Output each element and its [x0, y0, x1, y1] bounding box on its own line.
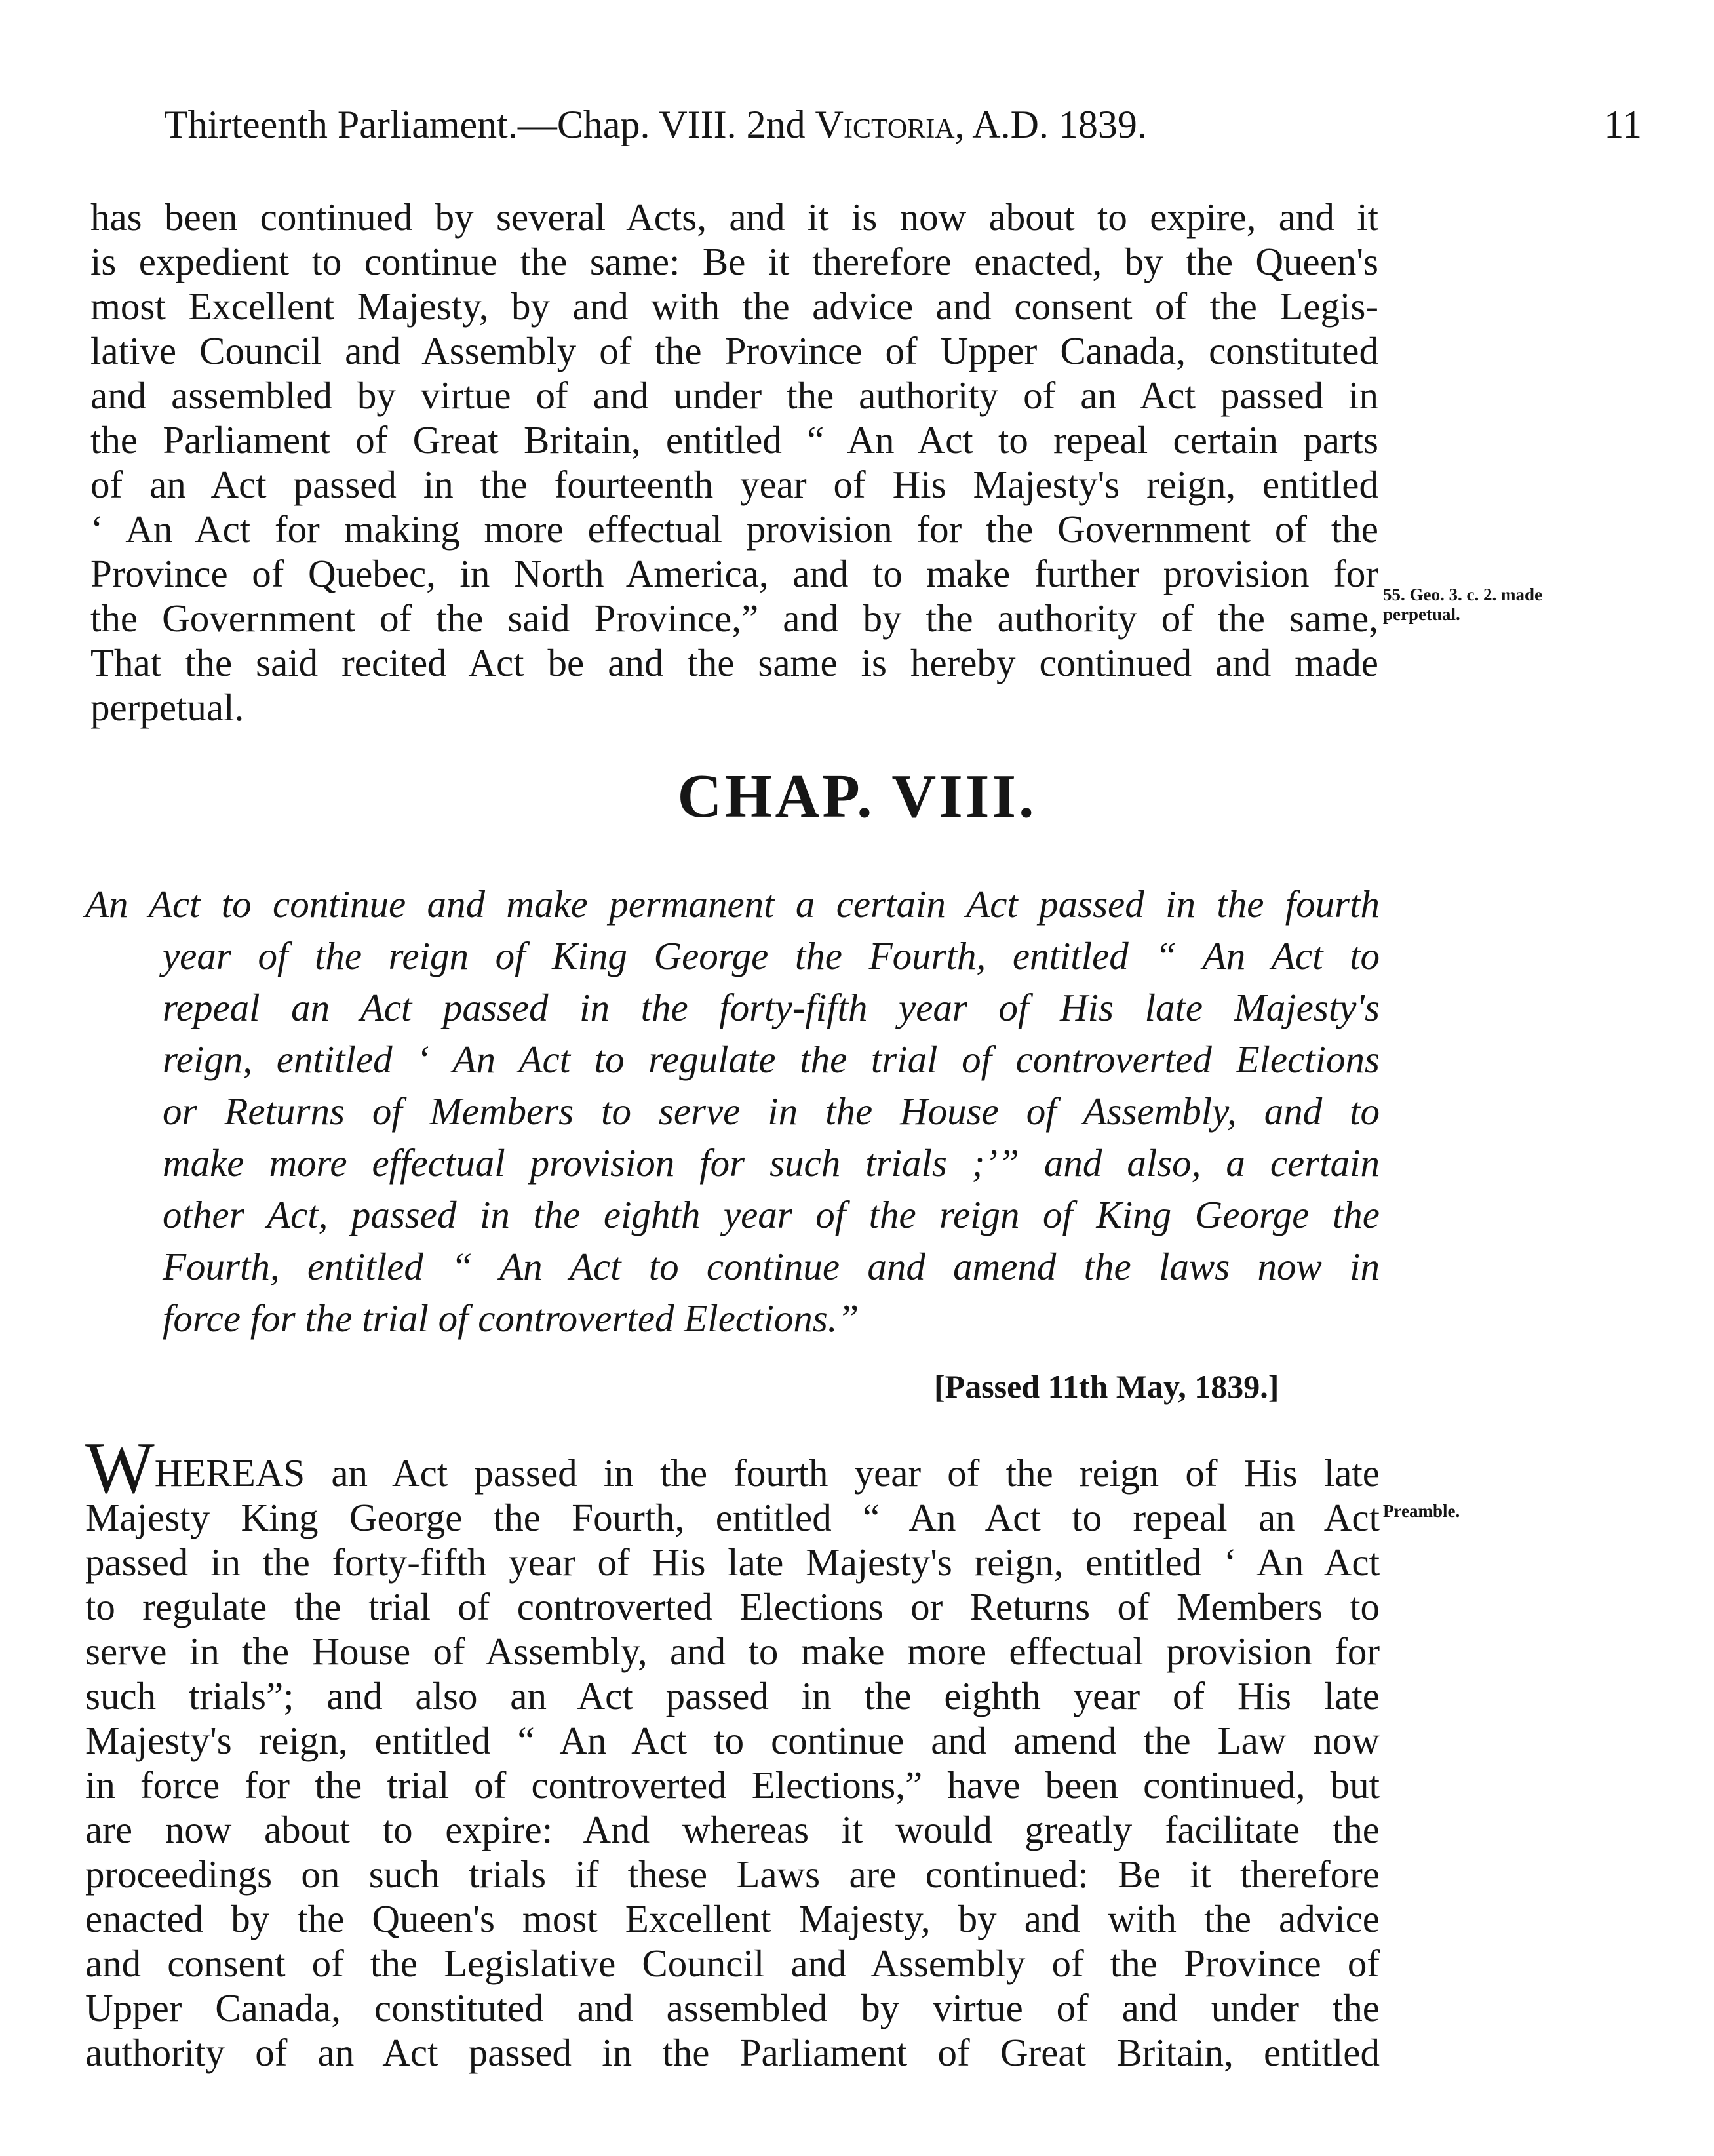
act-title-line: or Returns of Members to serve in the House of Assembly, and to — [163, 1089, 1380, 1133]
margin-note-line: 55. Geo. 3. c. 2. made — [1383, 585, 1542, 604]
preamble-line: passed in the forty-fifth year of His late Majesty's reign, entitled ‘ An Act — [85, 1540, 1380, 1584]
act-title-line: year of the reign of King George the Fourth, entitled “ An Act to — [163, 934, 1380, 977]
preamble-line: Majesty's reign, entitled “ An Act to continue and amend the Law now — [85, 1719, 1380, 1762]
preamble-first-line-text: HEREAS an Act passed in the fourth year of the reign of His late — [154, 1451, 1380, 1495]
preamble-line: Upper Canada, constituted and assembled by virtue of and under the — [85, 1986, 1380, 2029]
preamble-line: such trials”; and also an Act passed in the eighth year of His late — [85, 1674, 1380, 1717]
paragraph-line: the Parliament of Great Britain, entitled “ An Act to repeal certain parts — [90, 418, 1378, 461]
preamble-line: proceedings on such trials if these Laws are continued: Be it therefore — [85, 1852, 1380, 1896]
act-title-line: repeal an Act passed in the forty-fifth year of His late Majesty's — [163, 986, 1380, 1029]
paragraph-line: perpetual. — [90, 686, 244, 729]
preamble-line: authority of an Act passed in the Parliament of Great Britain, entitled — [85, 2031, 1380, 2074]
preamble-paragraph — [85, 1428, 1380, 2075]
margin-note-statute — [1383, 585, 1542, 624]
margin-note-line: perpetual. — [1383, 604, 1460, 624]
page-number: 11 — [1604, 103, 1642, 146]
act-title-line: An Act to continue and make permanent a certain Act passed in the fourth — [85, 882, 1380, 926]
header-sovereign: Victoria — [815, 103, 955, 146]
paragraph-line: That the said recited Act be and the same is hereby continued and made — [90, 641, 1378, 684]
paragraph-line: Province of Quebec, in North America, and to make further provision for — [90, 552, 1378, 595]
act-title — [85, 878, 1380, 1344]
paragraph-line: lative Council and Assembly of the Province of Upper Canada, constituted — [90, 329, 1378, 372]
paragraph-line: has been continued by several Acts, and it is now about to expire, and it — [90, 195, 1378, 239]
paragraph-line: most Excellent Majesty, by and with the advice and consent of the Legis- — [90, 284, 1378, 328]
act-title-line: Fourth, entitled “ An Act to continue and amend the laws now in — [163, 1245, 1380, 1288]
paragraph-line: and assembled by virtue of and under the authority of an Act passed in — [90, 374, 1378, 417]
paragraph-line: is expedient to continue the same: Be it therefore enacted, by the Queen's — [90, 240, 1378, 283]
header-title: Thirteenth Parliament.—Chap. VIII. 2nd — [164, 103, 806, 146]
drop-cap: W — [85, 1428, 155, 1509]
act-title-line: force for the trial of controverted Elections.” — [163, 1297, 859, 1340]
preamble-line: are now about to expire: And whereas it would greatly facilitate the — [85, 1808, 1380, 1851]
paragraph-line: ‘ An Act for making more effectual provision for the Government of the — [90, 507, 1378, 551]
act-title-line: reign, entitled ‘ An Act to regulate the trial of controverted Elections — [163, 1038, 1380, 1081]
preamble-line: to regulate the trial of controverted Elections or Returns of Members to — [85, 1585, 1380, 1628]
preamble-line: serve in the House of Assembly, and to make more effectual provision for — [85, 1630, 1380, 1673]
act-title-line: make more effectual provision for such trials ;’” and also, a certain — [163, 1141, 1380, 1185]
preamble-line: in force for the trial of controverted Elections,” have been continued, but — [85, 1763, 1380, 1807]
paragraph-line: of an Act passed in the fourteenth year of His Majesty's reign, entitled — [90, 463, 1378, 506]
continued-paragraph — [90, 195, 1378, 730]
header-date: , A.D. 1839. — [954, 103, 1147, 146]
paragraph-line: the Government of the said Province,” and by the authority of the same, — [90, 597, 1378, 640]
chapter-title: CHAP. VIII. — [677, 762, 1037, 831]
preamble-first-line — [85, 1428, 1380, 1509]
preamble-line: Majesty King George the Fourth, entitled “ An Act to repeal an Act — [85, 1496, 1380, 1539]
running-header — [164, 98, 1658, 151]
passed-date: [Passed 11th May, 1839.] — [934, 1368, 1279, 1405]
preamble-line: and consent of the Legislative Council and Assembly of the Province of — [85, 1942, 1380, 1985]
margin-note-preamble: Preamble. — [1383, 1501, 1460, 1521]
preamble-line: enacted by the Queen's most Excellent Majesty, by and with the advice — [85, 1897, 1380, 1940]
act-title-line: other Act, passed in the eighth year of the reign of King George the — [163, 1193, 1380, 1236]
